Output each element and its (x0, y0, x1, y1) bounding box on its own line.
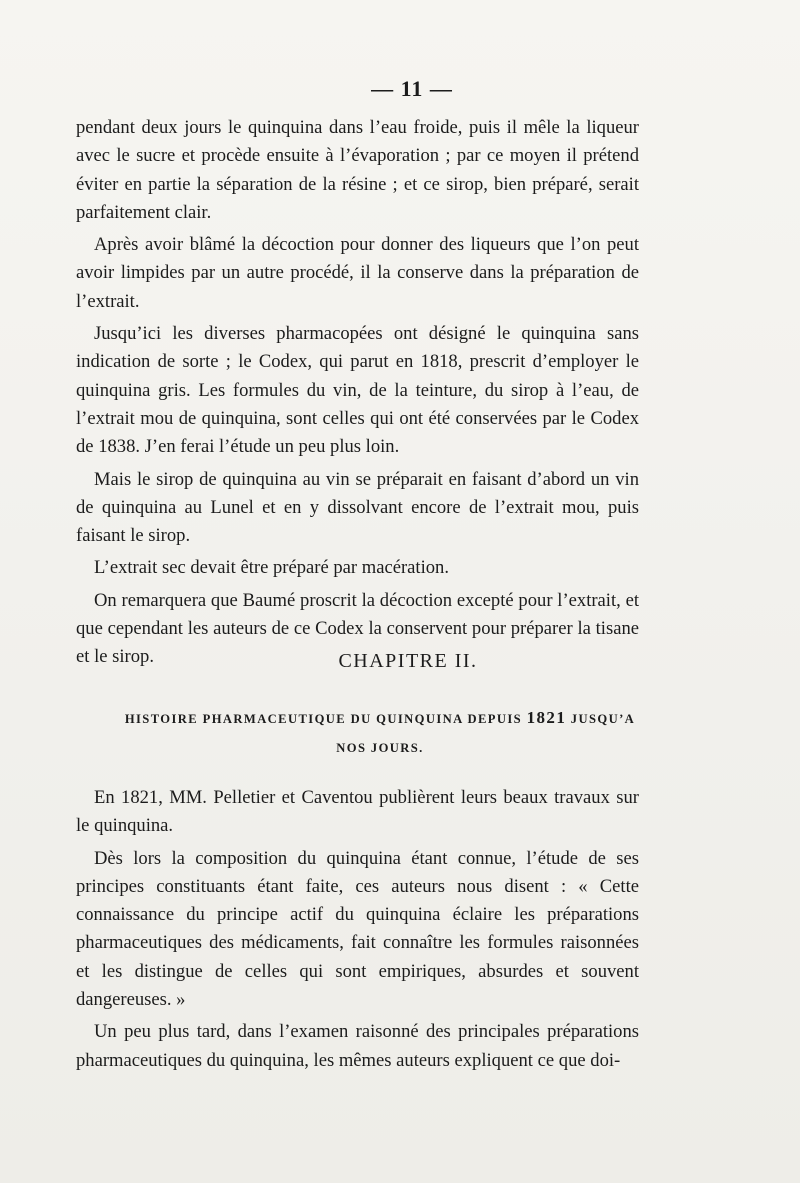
paragraph: Un peu plus tard, dans l’examen raisonné des principales préparations pharmaceutiques du quinquina, les mêmes auteurs expliquent ce que doi- (76, 1021, 639, 1071)
page-number: — 11 — (371, 76, 453, 101)
chapter-subtitle-part: JUSQU’A NOS JOURS. (336, 712, 636, 755)
text-block-bottom (76, 784, 639, 1079)
chapter-title: CHAPITRE II. (338, 650, 478, 672)
paragraph: L’extrait sec devait être préparé par macération. (94, 557, 449, 579)
paragraph: En 1821, MM. Pelletier et Caventou publièrent leurs beaux travaux sur le quinquina. (76, 787, 639, 837)
paragraph: Jusqu’ici les diverses pharmacopées ont désigné le quinquina sans indication de sorte ; le Codex, qui parut en 1818, prescrit d’employer le quinquina gris. Les formules du vin, de la teinture, du sirop à l’eau, de l’extrait mou de quinquina, sont celles qui ont été conservées par le Codex de 1838. J’en ferai l’étude un peu plus loin. (76, 323, 639, 458)
chapter-subtitle-part: HISTOIRE PHARMACEUTIQUE DU QUINQUINA DEPUIS (124, 712, 523, 726)
paragraph: pendant deux jours le quinquina dans l’eau froide, puis il mêle la liqueur avec le sucre et procède ensuite à l’évaporation ; par ce moyen il prétend éviter en partie la séparation de la résine ; et ce sirop, bien préparé, serait parfaitement clair. (76, 117, 639, 223)
chapter-subtitle-year: 1821 (526, 708, 567, 727)
paragraph: Mais le sirop de quinquina au vin se préparait en faisant d’abord un vin de quinquina au Lunel et en y dissolvant encore de l’extrait mou, puis faisant le sirop. (76, 468, 639, 547)
paragraph: Après avoir blâmé la décoction pour donner des liqueurs que l’on peut avoir limpides par un autre procédé, il la conserve dans la préparation de l’extrait. (76, 234, 639, 312)
text-block-top (76, 114, 639, 676)
paragraph: Dès lors la composition du quinquina étant connue, l’étude de ses principes constituants étant faite, ces auteurs nous disent : « Cette connaissance du principe actif du quinquina éclaire les préparations pharmaceutiques des médicaments, fait connaître les formules raisonnées et les distingue de celles qui sont empiriques, absurdes et souvent dangereuses. » (76, 847, 639, 1011)
chapter-subtitle (110, 703, 650, 763)
paragraph: On remarquera que Baumé proscrit la décoction excepté pour l’extrait, et que cependant les auteurs de ce Codex la conservent pour préparer la tisane et le sirop. (76, 589, 639, 668)
